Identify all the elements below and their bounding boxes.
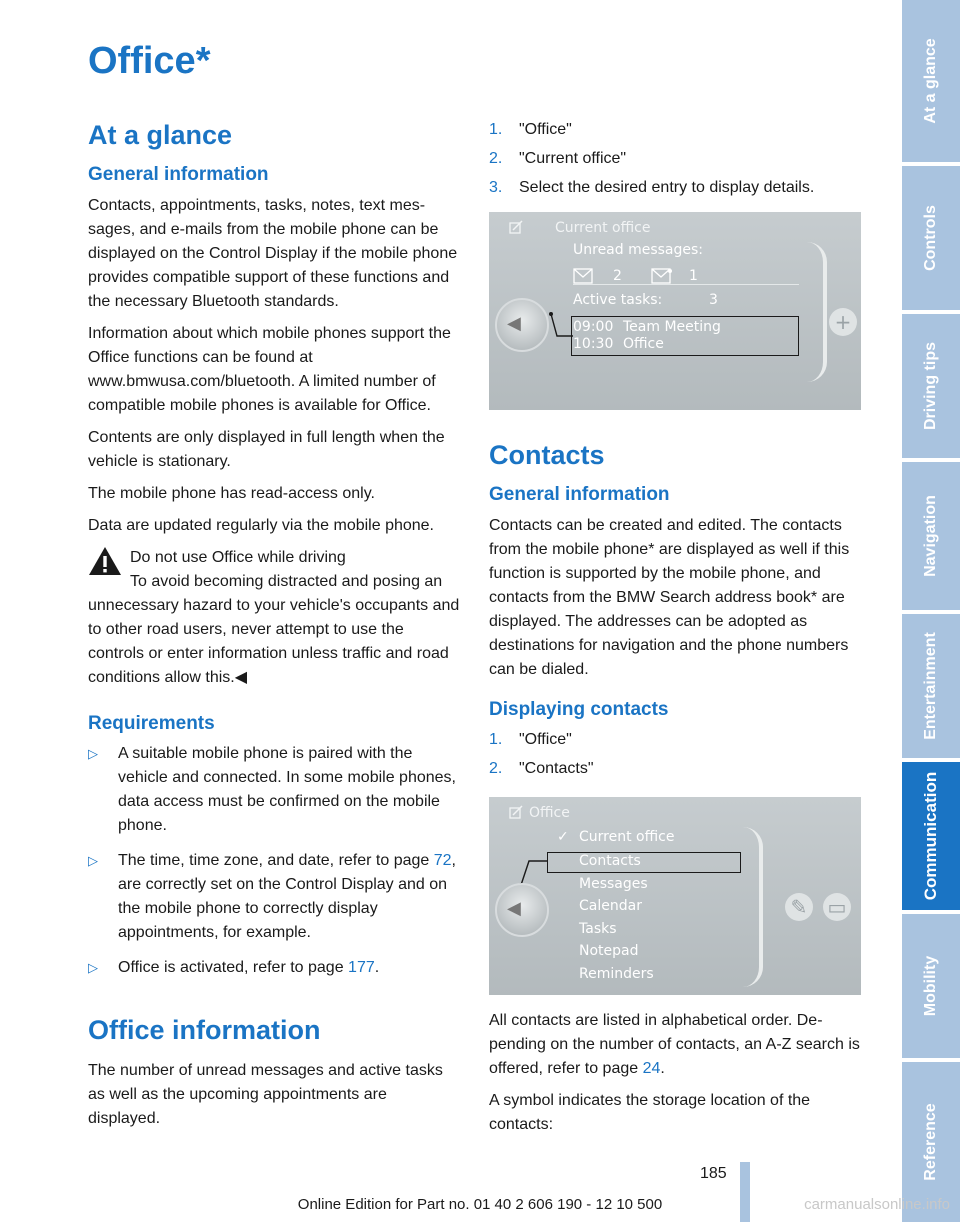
- page-link[interactable]: 72: [433, 852, 452, 870]
- left-column: [88, 118, 463, 1139]
- page-marker: [740, 1162, 750, 1222]
- list-item: ▷ The time, time zone, and date, refer to page 72, are correctly set on the Control Display and on the mobile phone to correctly display appointments, for example.: [88, 849, 463, 945]
- screen-title: Office: [529, 805, 570, 822]
- office-menu-screen: [489, 797, 861, 995]
- page-link[interactable]: 177: [348, 959, 375, 977]
- tab-controls[interactable]: Controls: [902, 166, 960, 310]
- arrow-left-icon: ◀: [507, 313, 521, 334]
- step-item: 3. Select the desired entry to display details.: [489, 179, 815, 196]
- list-item: ▷ A suitable mobile phone is paired with the vehicle and connected. In some mobile phones, data access must be confirmed on the mobile phone.: [88, 742, 463, 838]
- warning-block: [88, 546, 463, 690]
- office-icon: [509, 220, 523, 234]
- step-item: 1. "Office": [489, 731, 572, 749]
- scroll-arc: [807, 242, 827, 382]
- controller-knob[interactable]: [495, 298, 549, 352]
- heading-general-information: General information: [489, 484, 670, 506]
- arrow-left-icon: ◀: [507, 898, 521, 920]
- heading-displaying-contacts: Displaying contacts: [489, 698, 669, 720]
- heading-office-information: Office information: [88, 1015, 321, 1046]
- email-icon: [651, 268, 673, 284]
- plus-icon[interactable]: +: [829, 308, 857, 336]
- paragraph: Contacts, appointments, tasks, notes, text messages, and e-mails from the mobile phone can be displayed on the Control Display if the mobile phone provides compatible support of these functions and the necessary Bluetooth standards.: [88, 196, 458, 310]
- current-office-screen: [489, 212, 861, 410]
- list-item: ▷ Office is activated, refer to page 177.: [88, 956, 463, 980]
- warning-text: To avoid becoming distracted and posing an unnecessary hazard to your vehicle's occupants and to other road users, never attempt to use the controls or enter information unless traffic and road conditions allow this.◀: [88, 572, 460, 686]
- tab-mobility[interactable]: Mobility: [902, 914, 960, 1058]
- appointment-title[interactable]: Team Meeting: [623, 319, 721, 335]
- check-icon: ✓: [557, 829, 569, 846]
- paragraph: A symbol indicates the storage location of the contacts:: [489, 1092, 811, 1134]
- appointment-time: 10:30: [573, 336, 614, 352]
- page-number: 185: [700, 1165, 727, 1182]
- heading-general-information: General information: [88, 164, 269, 186]
- steps-list: [489, 728, 864, 781]
- paragraph: The number of unread messages and active tasks as well as the upcoming appointments are displayed.: [88, 1061, 443, 1127]
- steps-list: [489, 118, 864, 200]
- menu-item-tasks[interactable]: Tasks: [579, 921, 617, 938]
- step-item: 2. "Current office": [489, 150, 627, 167]
- screen-title: Current office: [555, 220, 651, 236]
- requirements-list: [88, 742, 463, 980]
- tab-driving-tips[interactable]: Driving tips: [902, 314, 960, 458]
- tab-reference[interactable]: Reference: [902, 1062, 960, 1222]
- compose-icon[interactable]: ✎: [785, 893, 813, 921]
- step-item: 1. "Office": [489, 121, 572, 138]
- paragraph: All contacts are listed in alphabetical order. Depending on the number of contacts, an A-Z search is offered, refer to page 24.: [489, 1012, 860, 1078]
- unread-messages-label: Unread messages:: [573, 242, 704, 258]
- menu-item-reminders[interactable]: Reminders: [579, 966, 654, 983]
- right-column: [489, 118, 864, 1145]
- menu-item-messages[interactable]: Messages: [579, 876, 648, 893]
- menu-item-notepad[interactable]: Notepad: [579, 943, 639, 960]
- tab-at-a-glance[interactable]: At a glance: [902, 0, 960, 162]
- paragraph: Information about which mobile phones support the Office functions can be found at www.bmwusa.com/bluetooth. A limited number of compatible mobile phones is available for Office.: [88, 324, 451, 414]
- warning-title: Do not use Office while driving: [130, 548, 346, 566]
- pointer-line: [549, 312, 575, 346]
- page-title: Office*: [88, 40, 211, 82]
- footer-text: Online Edition for Part no. 01 40 2 606 190 - 12 10 500: [297, 1196, 663, 1213]
- unread-sms-count: 2: [613, 268, 622, 284]
- paragraph: The mobile phone has read-access only.: [88, 484, 375, 502]
- menu-item-contacts[interactable]: Contacts: [579, 853, 641, 870]
- watermark: carmanualsonline.info: [804, 1196, 950, 1213]
- paragraph: Contacts can be created and edited. The contacts from the mobile phone* are displayed as well if this function is supported by the mobile phone, and contacts from the BMW Search address book* are displayed. The addresses can be adopted as destinations for navigation and the phone numbers can be dialed.: [489, 516, 850, 678]
- triangle-bullet-icon: ▷: [88, 746, 98, 762]
- appointment-time: 09:00: [573, 319, 614, 335]
- triangle-bullet-icon: ▷: [88, 853, 98, 869]
- paragraph: Data are updated regularly via the mobile phone.: [88, 516, 434, 534]
- chapter-tabs: [902, 0, 960, 1222]
- menu-item-calendar[interactable]: Calendar: [579, 898, 642, 915]
- page-link[interactable]: 24: [642, 1060, 661, 1078]
- tab-entertainment[interactable]: Entertainment: [902, 614, 960, 758]
- tab-communication[interactable]: Communication: [902, 762, 960, 910]
- menu-item-current-office[interactable]: Current office: [579, 829, 675, 846]
- active-tasks-count: 3: [709, 292, 718, 308]
- appointment-title[interactable]: Office: [623, 336, 664, 352]
- office-icon: [509, 805, 523, 819]
- scroll-arc: [743, 827, 763, 987]
- triangle-bullet-icon: ▷: [88, 960, 98, 976]
- active-tasks-label: Active tasks:: [573, 292, 663, 308]
- heading-requirements: Requirements: [88, 712, 215, 734]
- paragraph: Contents are only displayed in full length when the vehicle is stationary.: [88, 428, 445, 470]
- unread-email-count: 1: [689, 268, 698, 284]
- tab-navigation[interactable]: Navigation: [902, 462, 960, 610]
- options-icon[interactable]: ▭: [823, 893, 851, 921]
- controller-knob[interactable]: [495, 883, 549, 937]
- warning-icon: [88, 546, 122, 576]
- selection-frame: [547, 852, 741, 873]
- heading-at-a-glance: At a glance: [88, 120, 233, 150]
- sms-icon: [573, 268, 593, 284]
- step-item: 2. "Contacts": [489, 760, 594, 778]
- heading-contacts: Contacts: [489, 440, 605, 470]
